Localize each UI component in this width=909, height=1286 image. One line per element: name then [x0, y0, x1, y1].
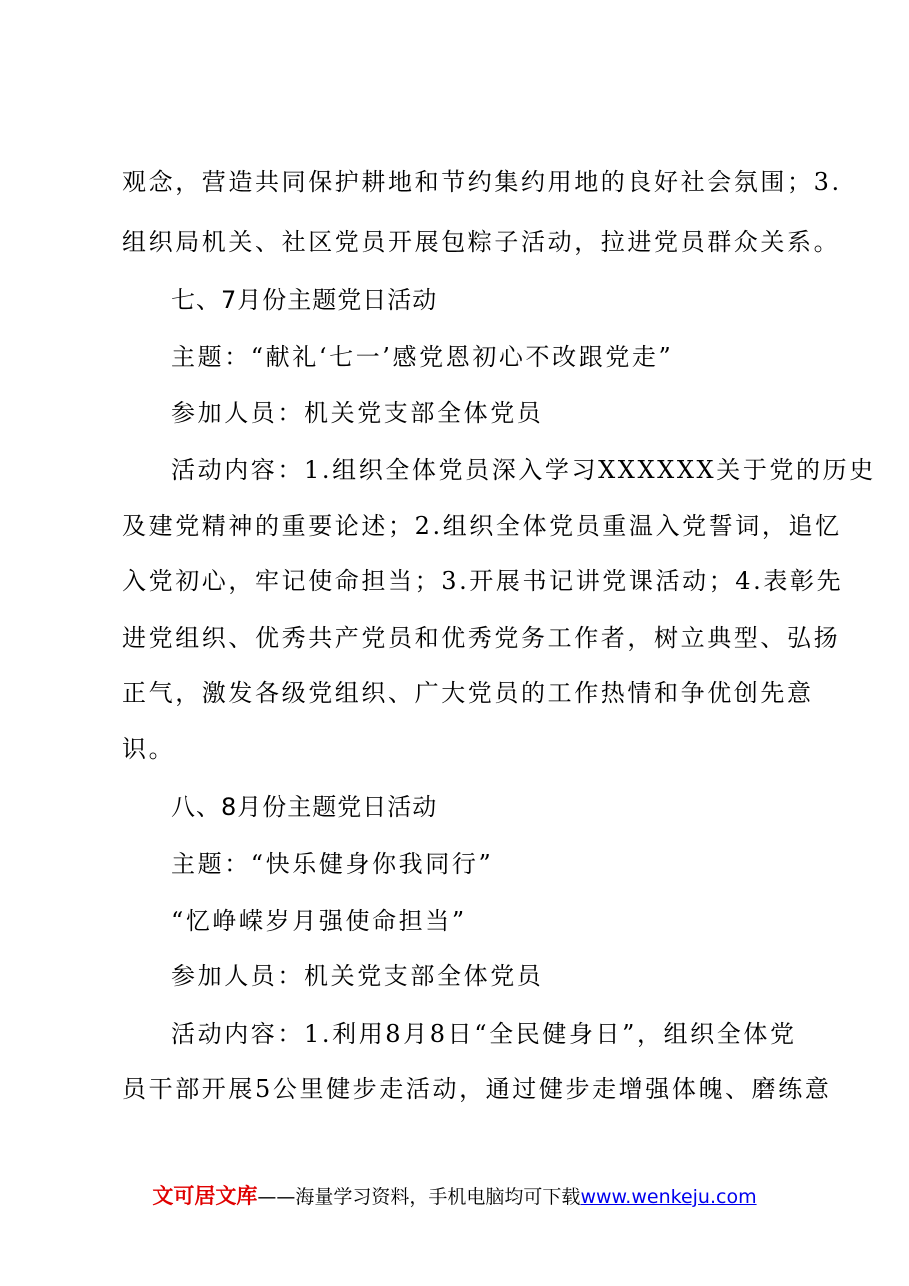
section-heading-august: 八、8月份主题党日活动 — [171, 793, 438, 821]
content-line: 正气，激发各级党组织、广大党员的工作热情和争优创先意 — [122, 679, 814, 707]
content-line: 入党初心，牢记使命担当；3.开展书记讲党课活动；4.表彰先 — [122, 567, 844, 595]
content-line: 活动内容：1.组织全体党员深入学习XXXXXX关于党的历史 — [171, 456, 876, 484]
content-line: 识。 — [122, 735, 176, 763]
content-line: 进党组织、优秀共产党员和优秀党务工作者，树立典型、弘扬 — [122, 624, 841, 652]
footer-tagline: ——海量学习资料，手机电脑均可下载 — [257, 1186, 581, 1208]
footer-brand: 文可居文库 — [152, 1184, 258, 1208]
body-line: 组织局机关、社区党员开展包粽子活动，拉进党员群众关系。 — [122, 228, 841, 256]
content-line: 活动内容：1.利用8月8日“全民健身日”，组织全体党 — [171, 1020, 797, 1048]
footer-banner — [0, 1183, 909, 1210]
section-heading-july: 七、7月份主题党日活动 — [171, 286, 438, 314]
participants-line: 参加人员：机关党支部全体党员 — [171, 399, 544, 427]
theme-line: 主题：“快乐健身你我同行” — [171, 850, 494, 878]
content-line: 员干部开展5公里健步走活动，通过健步走增强体魄、磨练意 — [122, 1075, 832, 1103]
body-line: 观念，营造共同保护耕地和节约集约用地的良好社会氛围；3. — [122, 168, 842, 196]
participants-line: 参加人员：机关党支部全体党员 — [171, 962, 544, 990]
theme-line-2: “忆峥嵘岁月强使命担当” — [171, 907, 467, 935]
theme-line: 主题：“献礼‘七一’感党恩初心不改跟党走” — [171, 343, 674, 371]
content-line: 及建党精神的重要论述；2.组织全体党员重温入党誓词，追忆 — [122, 512, 842, 540]
footer-link[interactable]: www.wenkeju.com — [580, 1186, 757, 1208]
